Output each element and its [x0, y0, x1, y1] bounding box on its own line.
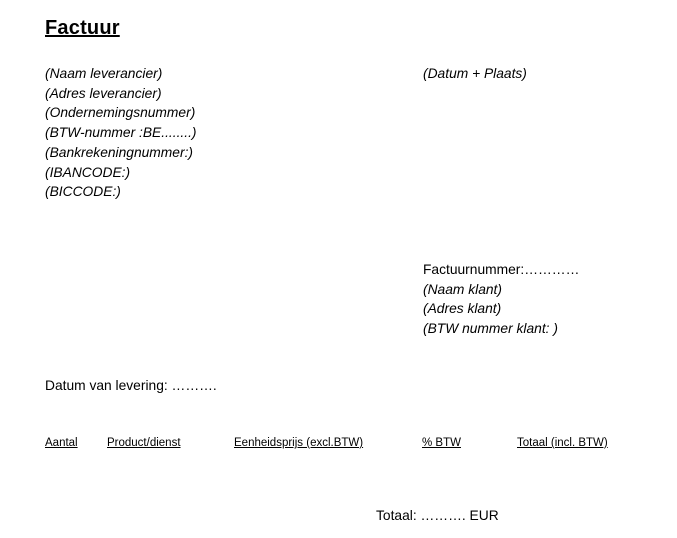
client-address: (Adres klant)	[423, 301, 502, 317]
supplier-vat-number: (BTW-nummer :BE........)	[45, 125, 197, 141]
column-header-total: Totaal (incl. BTW)	[517, 437, 608, 449]
invoice-total: Totaal: ………. EUR	[376, 508, 499, 523]
supplier-bank-account: (Bankrekeningnummer:)	[45, 144, 193, 160]
column-header-quantity: Aantal	[45, 437, 78, 449]
column-header-product: Product/dienst	[107, 437, 181, 449]
client-vat-number: (BTW nummer klant: )	[423, 321, 558, 337]
client-name: (Naam klant)	[423, 281, 502, 297]
client-block	[423, 260, 579, 339]
invoice-number: Factuurnummer:…………	[423, 262, 580, 277]
supplier-name: (Naam leverancier)	[45, 66, 163, 81]
delivery-date: Datum van levering: ……….	[45, 378, 217, 393]
invoice-title: Factuur	[45, 17, 120, 39]
column-header-vat-percent: % BTW	[422, 437, 461, 449]
supplier-iban: (IBANCODE:)	[45, 164, 131, 180]
supplier-address: (Adres leverancier)	[45, 85, 162, 101]
column-header-unit-price: Eenheidsprijs (excl.BTW)	[234, 437, 364, 449]
date-place: (Datum + Plaats)	[423, 66, 527, 81]
supplier-company-number: (Ondernemingsnummer)	[45, 105, 196, 121]
supplier-bic: (BICCODE:)	[45, 184, 121, 200]
supplier-block	[45, 64, 197, 202]
table-header	[45, 437, 645, 453]
